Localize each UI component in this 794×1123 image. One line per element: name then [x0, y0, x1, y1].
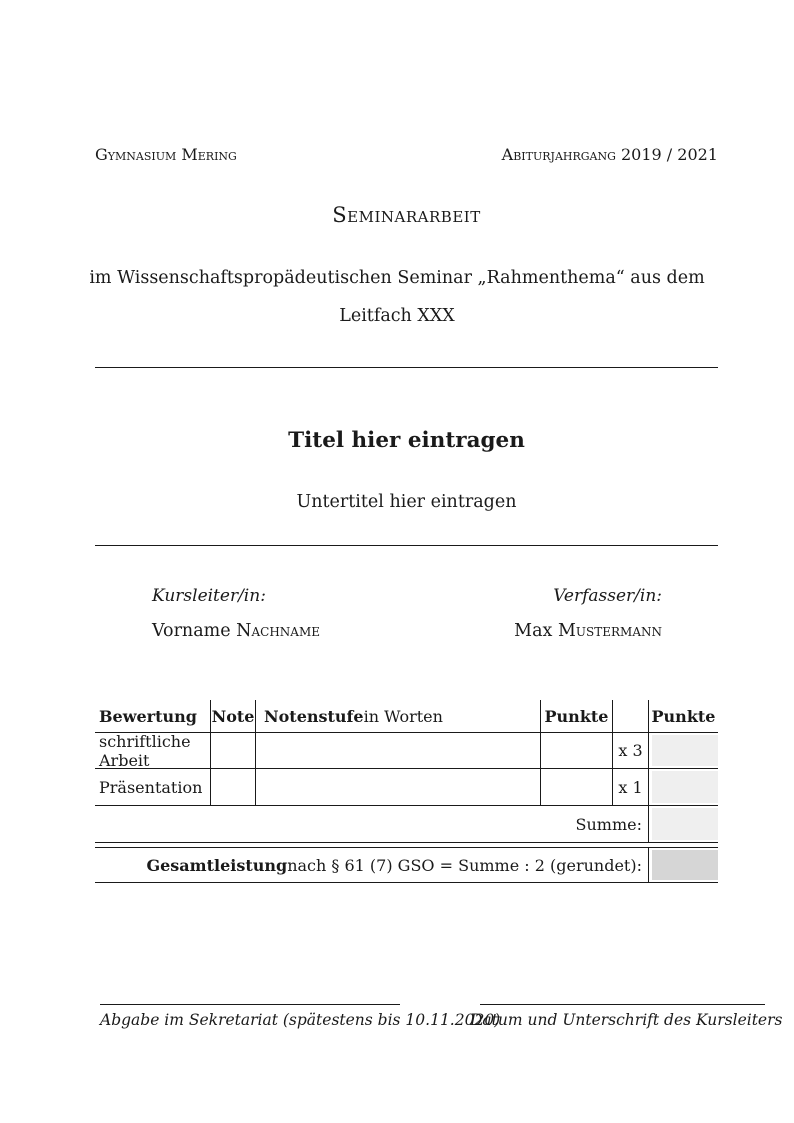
seminar-line-2: Leitfach XXX: [339, 305, 455, 326]
header-notenstufe-rest: in Worten: [363, 706, 443, 726]
school-name: Gymnasium Mering: [95, 145, 237, 164]
work-subtitle: Untertitel hier eintragen: [296, 492, 517, 512]
course-leader-label: Kursleiter/in:: [152, 586, 266, 606]
gesamt-label-rest: nach § 61 (7) GSO = Summe : 2 (gerundet):: [287, 855, 642, 875]
header-multiplier-spacer: [612, 700, 648, 732]
course-leader-firstname: Vorname: [152, 621, 231, 641]
header-notenstufe-bold: Notenstufe: [264, 706, 364, 726]
seminar-description: [45, 260, 749, 335]
grading-table-header-row: [95, 700, 718, 733]
result-fill-field: [652, 735, 718, 766]
work-title: Titel hier eintragen: [288, 428, 525, 453]
table-row-praesentation: [95, 769, 718, 806]
author-firstname: Max: [514, 621, 553, 641]
result-cell: [648, 769, 718, 805]
header-notenstufe: [255, 700, 540, 732]
result-fill-field: [652, 771, 718, 803]
header-bewertung: Bewertung: [99, 706, 197, 726]
gesamt-cell: [648, 848, 718, 882]
page-header: [95, 145, 718, 164]
result-cell: [648, 733, 718, 768]
cohort-label: Abiturjahrgang 2019 / 2021: [501, 145, 718, 164]
divider-below-title: [95, 545, 718, 546]
course-leader-block: [95, 586, 320, 641]
notenstufe-cell: [255, 769, 540, 805]
author-block: [514, 586, 718, 641]
summe-fill-field: [652, 808, 718, 840]
seminar-line-1: im Wissenschaftspropädeutischen Seminar „Rahmenthema“ aus dem: [89, 268, 705, 288]
notenstufe-cell: [255, 733, 540, 768]
punkte-cell: [540, 769, 612, 805]
punkte-cell: [540, 733, 612, 768]
header-punkte: Punkte: [540, 700, 612, 732]
row-label: Präsentation: [99, 777, 203, 797]
divider-above-title: [95, 367, 718, 368]
signature-caption-left: Abgabe im Sekretariat (spätestens bis 10.11.2020): [100, 1011, 501, 1029]
author-label: Verfasser/in:: [553, 586, 662, 606]
gesamt-label: [95, 848, 648, 882]
author-lastname: Mustermann: [557, 621, 662, 641]
note-cell: [210, 769, 255, 805]
multiplier-cell: x 3: [612, 733, 648, 768]
signature-line-left: [100, 1004, 400, 1005]
course-leader-name: [152, 621, 320, 641]
gesamt-label-bold: Gesamtleistung: [146, 855, 288, 875]
gesamt-fill-field: [652, 850, 718, 880]
table-row-schriftliche-arbeit: [95, 733, 718, 769]
note-cell: [210, 733, 255, 768]
table-row-gesamtleistung: [95, 848, 718, 883]
grading-table: [95, 700, 718, 883]
signature-line-right: [480, 1004, 765, 1005]
people-section: [95, 586, 718, 641]
signature-caption-right: Datum und Unterschrift des Kursleiters: [470, 1011, 783, 1029]
header-punkte-result: Punkte: [648, 700, 718, 732]
table-row-summe: [95, 806, 718, 842]
course-leader-lastname: Nachname: [236, 621, 321, 641]
doc-type-heading: Seminararbeit: [332, 203, 481, 227]
summe-cell: [648, 806, 718, 842]
row-label: schriftliche Arbeit: [99, 731, 191, 770]
multiplier-cell: x 1: [612, 769, 648, 805]
summe-label: Summe:: [575, 814, 642, 834]
header-note: Note: [210, 700, 255, 732]
author-name: [514, 621, 662, 641]
